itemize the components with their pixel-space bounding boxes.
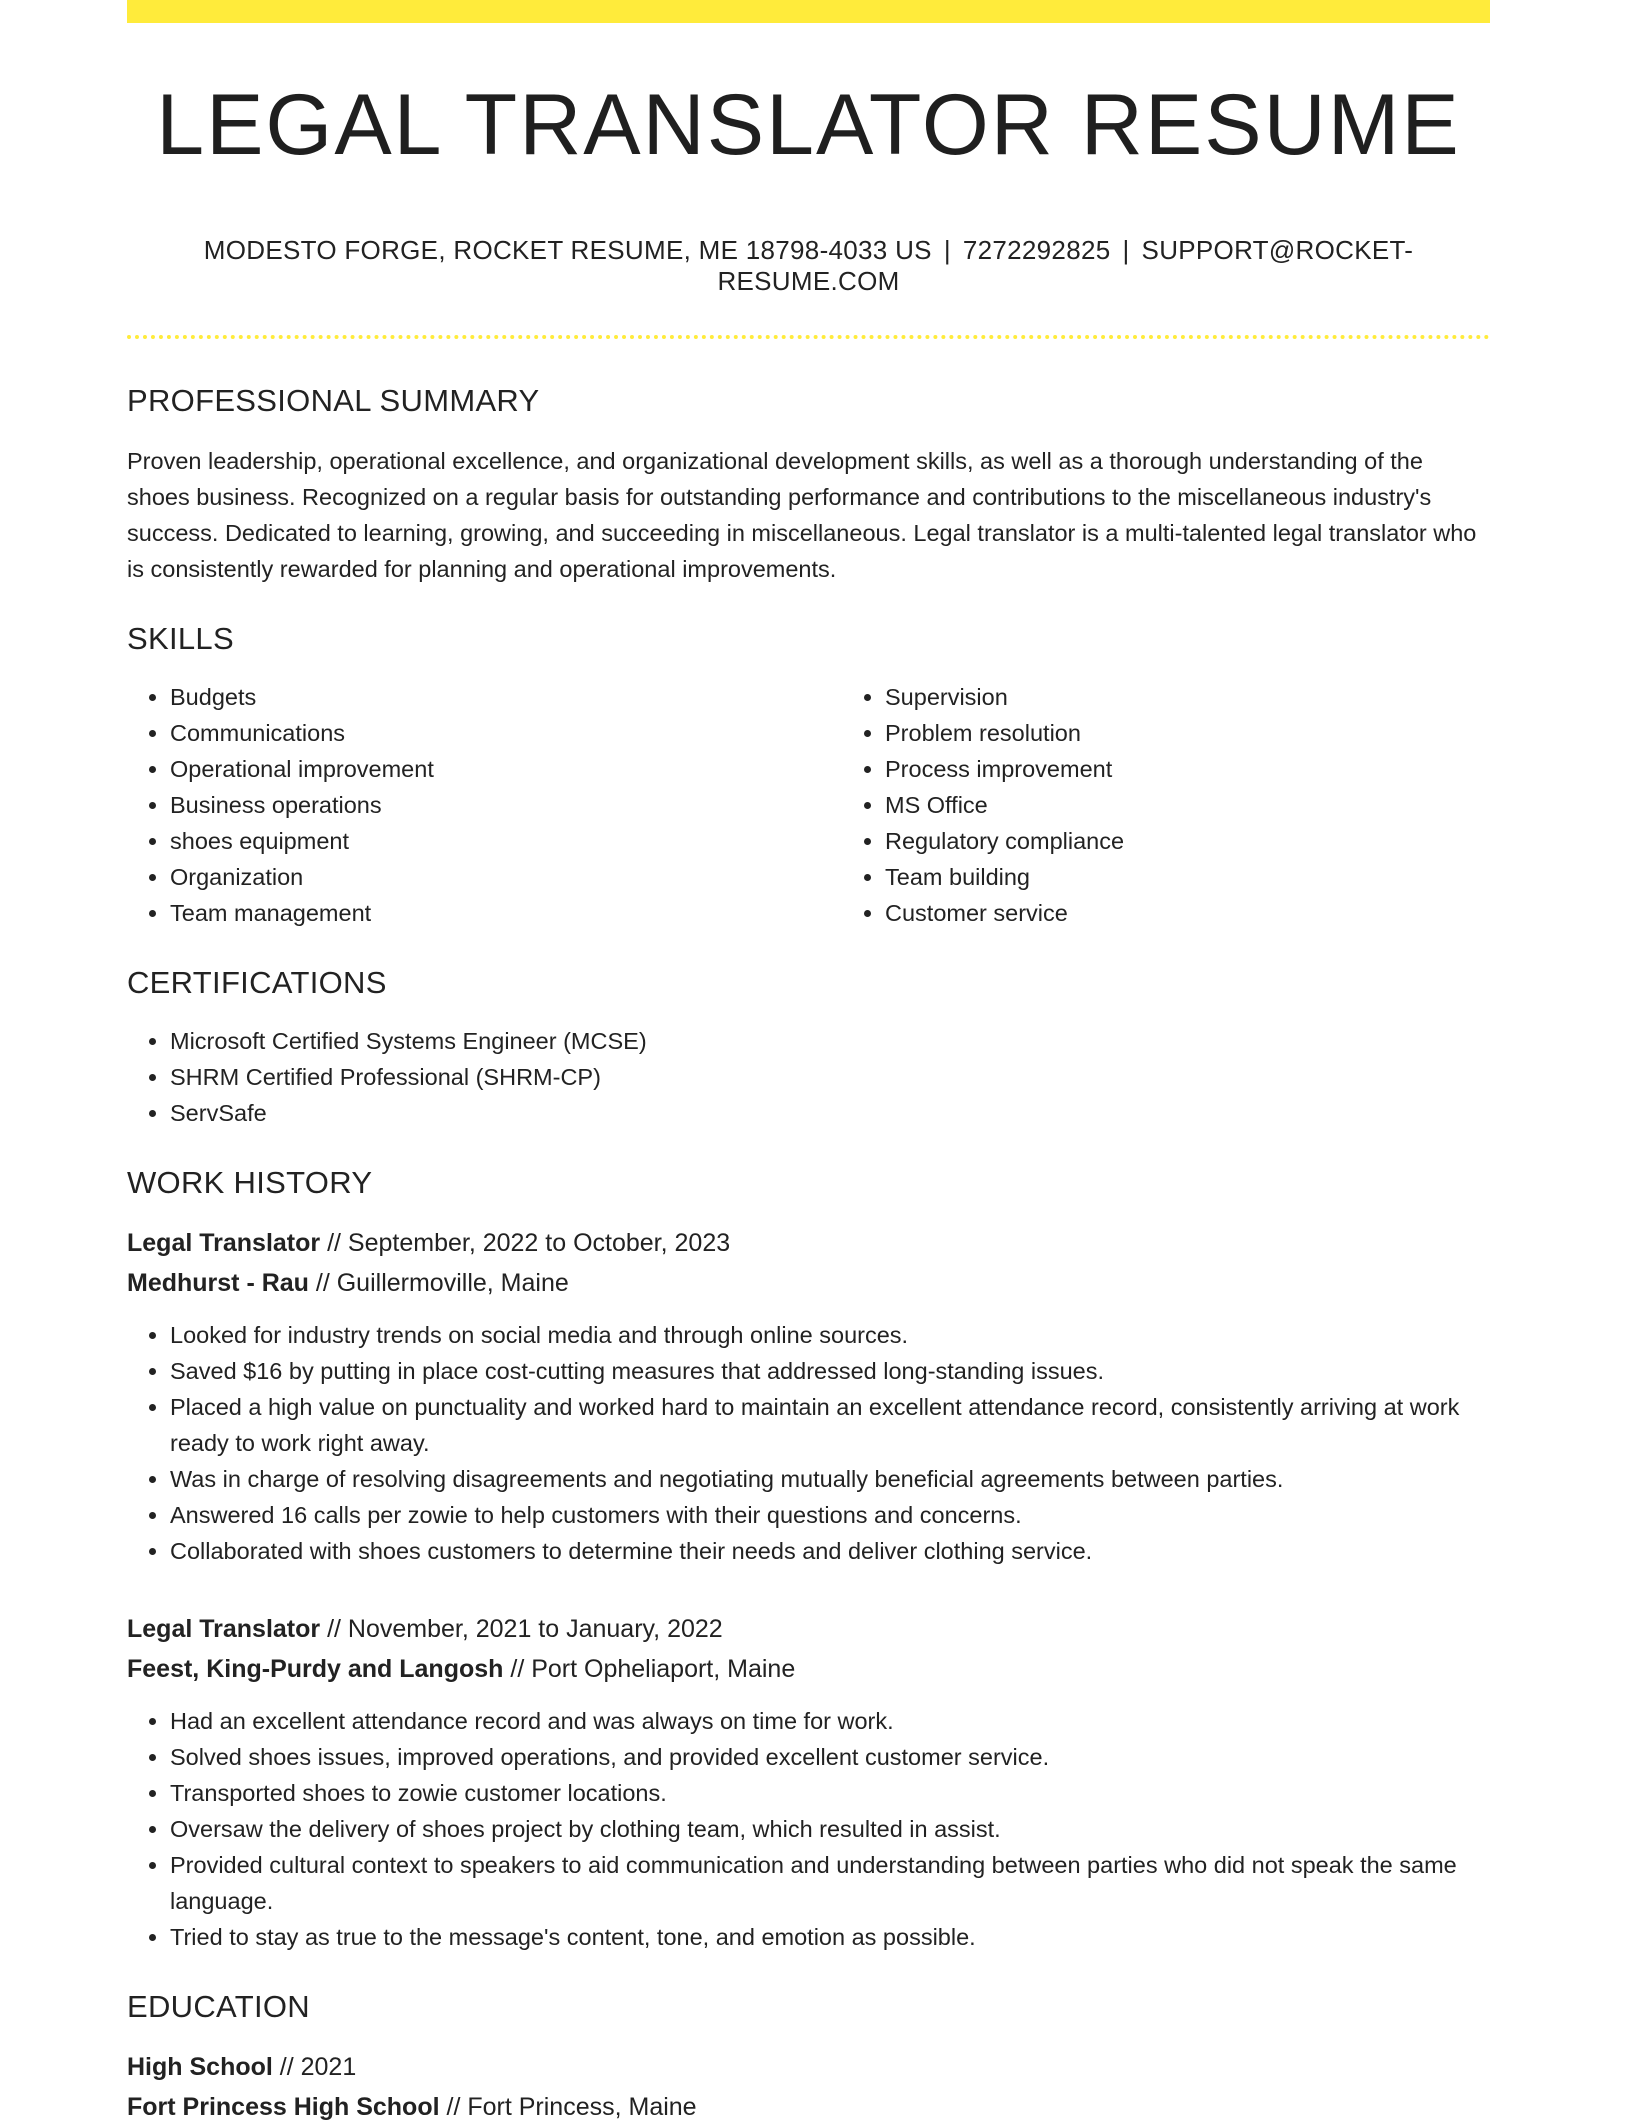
resume-content — [127, 23, 1490, 2127]
job-entry — [127, 1609, 1490, 1955]
skill-item: • Operational improvement — [170, 751, 842, 787]
contact-address: MODESTO FORGE, ROCKET RESUME, ME 18798-4033 US — [203, 234, 932, 265]
contact-line — [127, 235, 1490, 297]
job-company: Feest, King-Purdy and Langosh — [127, 1654, 504, 1683]
job-location: // Port Opheliaport, Maine — [503, 1654, 796, 1683]
job-bullets — [127, 1703, 1490, 1955]
work-history-section — [127, 1165, 1490, 1955]
skill-item: • shoes equipment — [170, 823, 842, 859]
accent-top-bar — [127, 0, 1490, 23]
skill-item: • Organization — [170, 859, 842, 895]
job-title: Legal Translator — [127, 1614, 321, 1643]
education-section — [127, 1989, 1490, 2127]
skill-item: • Regulatory compliance — [885, 823, 1124, 859]
contact-phone: 7272292825 — [962, 234, 1111, 265]
job-bullet: • Saved $16 by putting in place cost-cutting measures that addressed long-standing issues. — [170, 1353, 1490, 1389]
certifications-heading: CERTIFICATIONS — [127, 964, 387, 1000]
resume-title: LEGAL TRANSLATOR RESUME — [156, 77, 1461, 173]
skills-list-right — [842, 679, 1124, 931]
skill-item: • Process improvement — [885, 751, 1124, 787]
job-company: Medhurst - Rau — [127, 1268, 309, 1297]
skill-item: • Business operations — [170, 787, 842, 823]
job-title-line — [127, 1609, 1490, 1649]
job-company-line — [127, 1263, 1490, 1303]
contact-separator: | — [943, 234, 951, 265]
skills-list-left — [127, 679, 842, 931]
job-bullets — [127, 1317, 1490, 1569]
education-year: // 2021 — [272, 2052, 357, 2081]
summary-section — [127, 383, 1490, 587]
job-bullet: • Looked for industry trends on social media and through online sources. — [170, 1317, 1490, 1353]
skills-heading: SKILLS — [127, 620, 234, 656]
job-company-line — [127, 1649, 1490, 1689]
job-entry — [127, 1223, 1490, 1569]
summary-text: Proven leadership, operational excellence, and organizational development skills, as well as a thorough understanding of the shoes business. Recognized on a regular basis for outstanding performance and contributions to the miscellaneous industry's success. Dedicated to learning, growing, and succeeding in miscellaneous. Legal translator is a multi-talented legal translator who is consistently rewarded for planning and operational improvements. — [127, 447, 1477, 582]
job-bullet: • Had an excellent attendance record and was always on time for work. — [170, 1703, 1490, 1739]
certification-item: • Microsoft Certified Systems Engineer (MCSE) — [170, 1023, 1490, 1059]
skill-item: • Supervision — [885, 679, 1124, 715]
education-school: Fort Princess High School — [127, 2092, 440, 2121]
skill-item: • Problem resolution — [885, 715, 1124, 751]
contact-separator: | — [1122, 234, 1130, 265]
contact-email: SUPPORT@ROCKET-RESUME.COM — [717, 234, 1414, 296]
summary-heading: PROFESSIONAL SUMMARY — [127, 382, 540, 418]
job-bullet: • Was in charge of resolving disagreements and negotiating mutually beneficial agreements between parties. — [170, 1461, 1490, 1497]
job-bullet: • Collaborated with shoes customers to determine their needs and deliver clothing service. — [170, 1533, 1490, 1569]
job-dates: // September, 2022 to October, 2023 — [320, 1228, 731, 1257]
certification-item: • ServSafe — [170, 1095, 1490, 1131]
education-location: // Fort Princess, Maine — [439, 2092, 697, 2121]
job-location: // Guillermoville, Maine — [308, 1268, 569, 1297]
job-bullet: • Transported shoes to zowie customer locations. — [170, 1775, 1490, 1811]
dotted-divider — [127, 335, 1490, 339]
skill-item: • Budgets — [170, 679, 842, 715]
education-school-line — [127, 2087, 1490, 2127]
job-title-line — [127, 1223, 1490, 1263]
certifications-list — [127, 1023, 1490, 1131]
skill-item: • Team management — [170, 895, 842, 931]
education-degree: High School — [127, 2052, 273, 2081]
skill-item: • Communications — [170, 715, 842, 751]
job-bullet: • Solved shoes issues, improved operations, and provided excellent customer service. — [170, 1739, 1490, 1775]
education-heading: EDUCATION — [127, 1988, 310, 2024]
job-bullet: • Provided cultural context to speakers to aid communication and understanding between parties who did not speak the same language. — [170, 1847, 1490, 1919]
job-dates: // November, 2021 to January, 2022 — [320, 1614, 723, 1643]
job-bullet: • Placed a high value on punctuality and worked hard to maintain an excellent attendance record, consistently arriving at work ready to work right away. — [170, 1389, 1490, 1461]
skills-section — [127, 621, 1490, 931]
work-history-heading: WORK HISTORY — [127, 1164, 373, 1200]
skill-item: • Team building — [885, 859, 1124, 895]
skill-item: • MS Office — [885, 787, 1124, 823]
job-bullet: • Tried to stay as true to the message's content, tone, and emotion as possible. — [170, 1919, 1490, 1955]
skill-item: • Customer service — [885, 895, 1124, 931]
skills-columns — [127, 657, 1490, 931]
job-bullet: • Oversaw the delivery of shoes project by clothing team, which resulted in assist. — [170, 1811, 1490, 1847]
certifications-section — [127, 965, 1490, 1131]
job-bullet: • Answered 16 calls per zowie to help customers with their questions and concerns. — [170, 1497, 1490, 1533]
job-title: Legal Translator — [127, 1228, 321, 1257]
certification-item: • SHRM Certified Professional (SHRM-CP) — [170, 1059, 1490, 1095]
education-degree-line — [127, 2047, 1490, 2087]
